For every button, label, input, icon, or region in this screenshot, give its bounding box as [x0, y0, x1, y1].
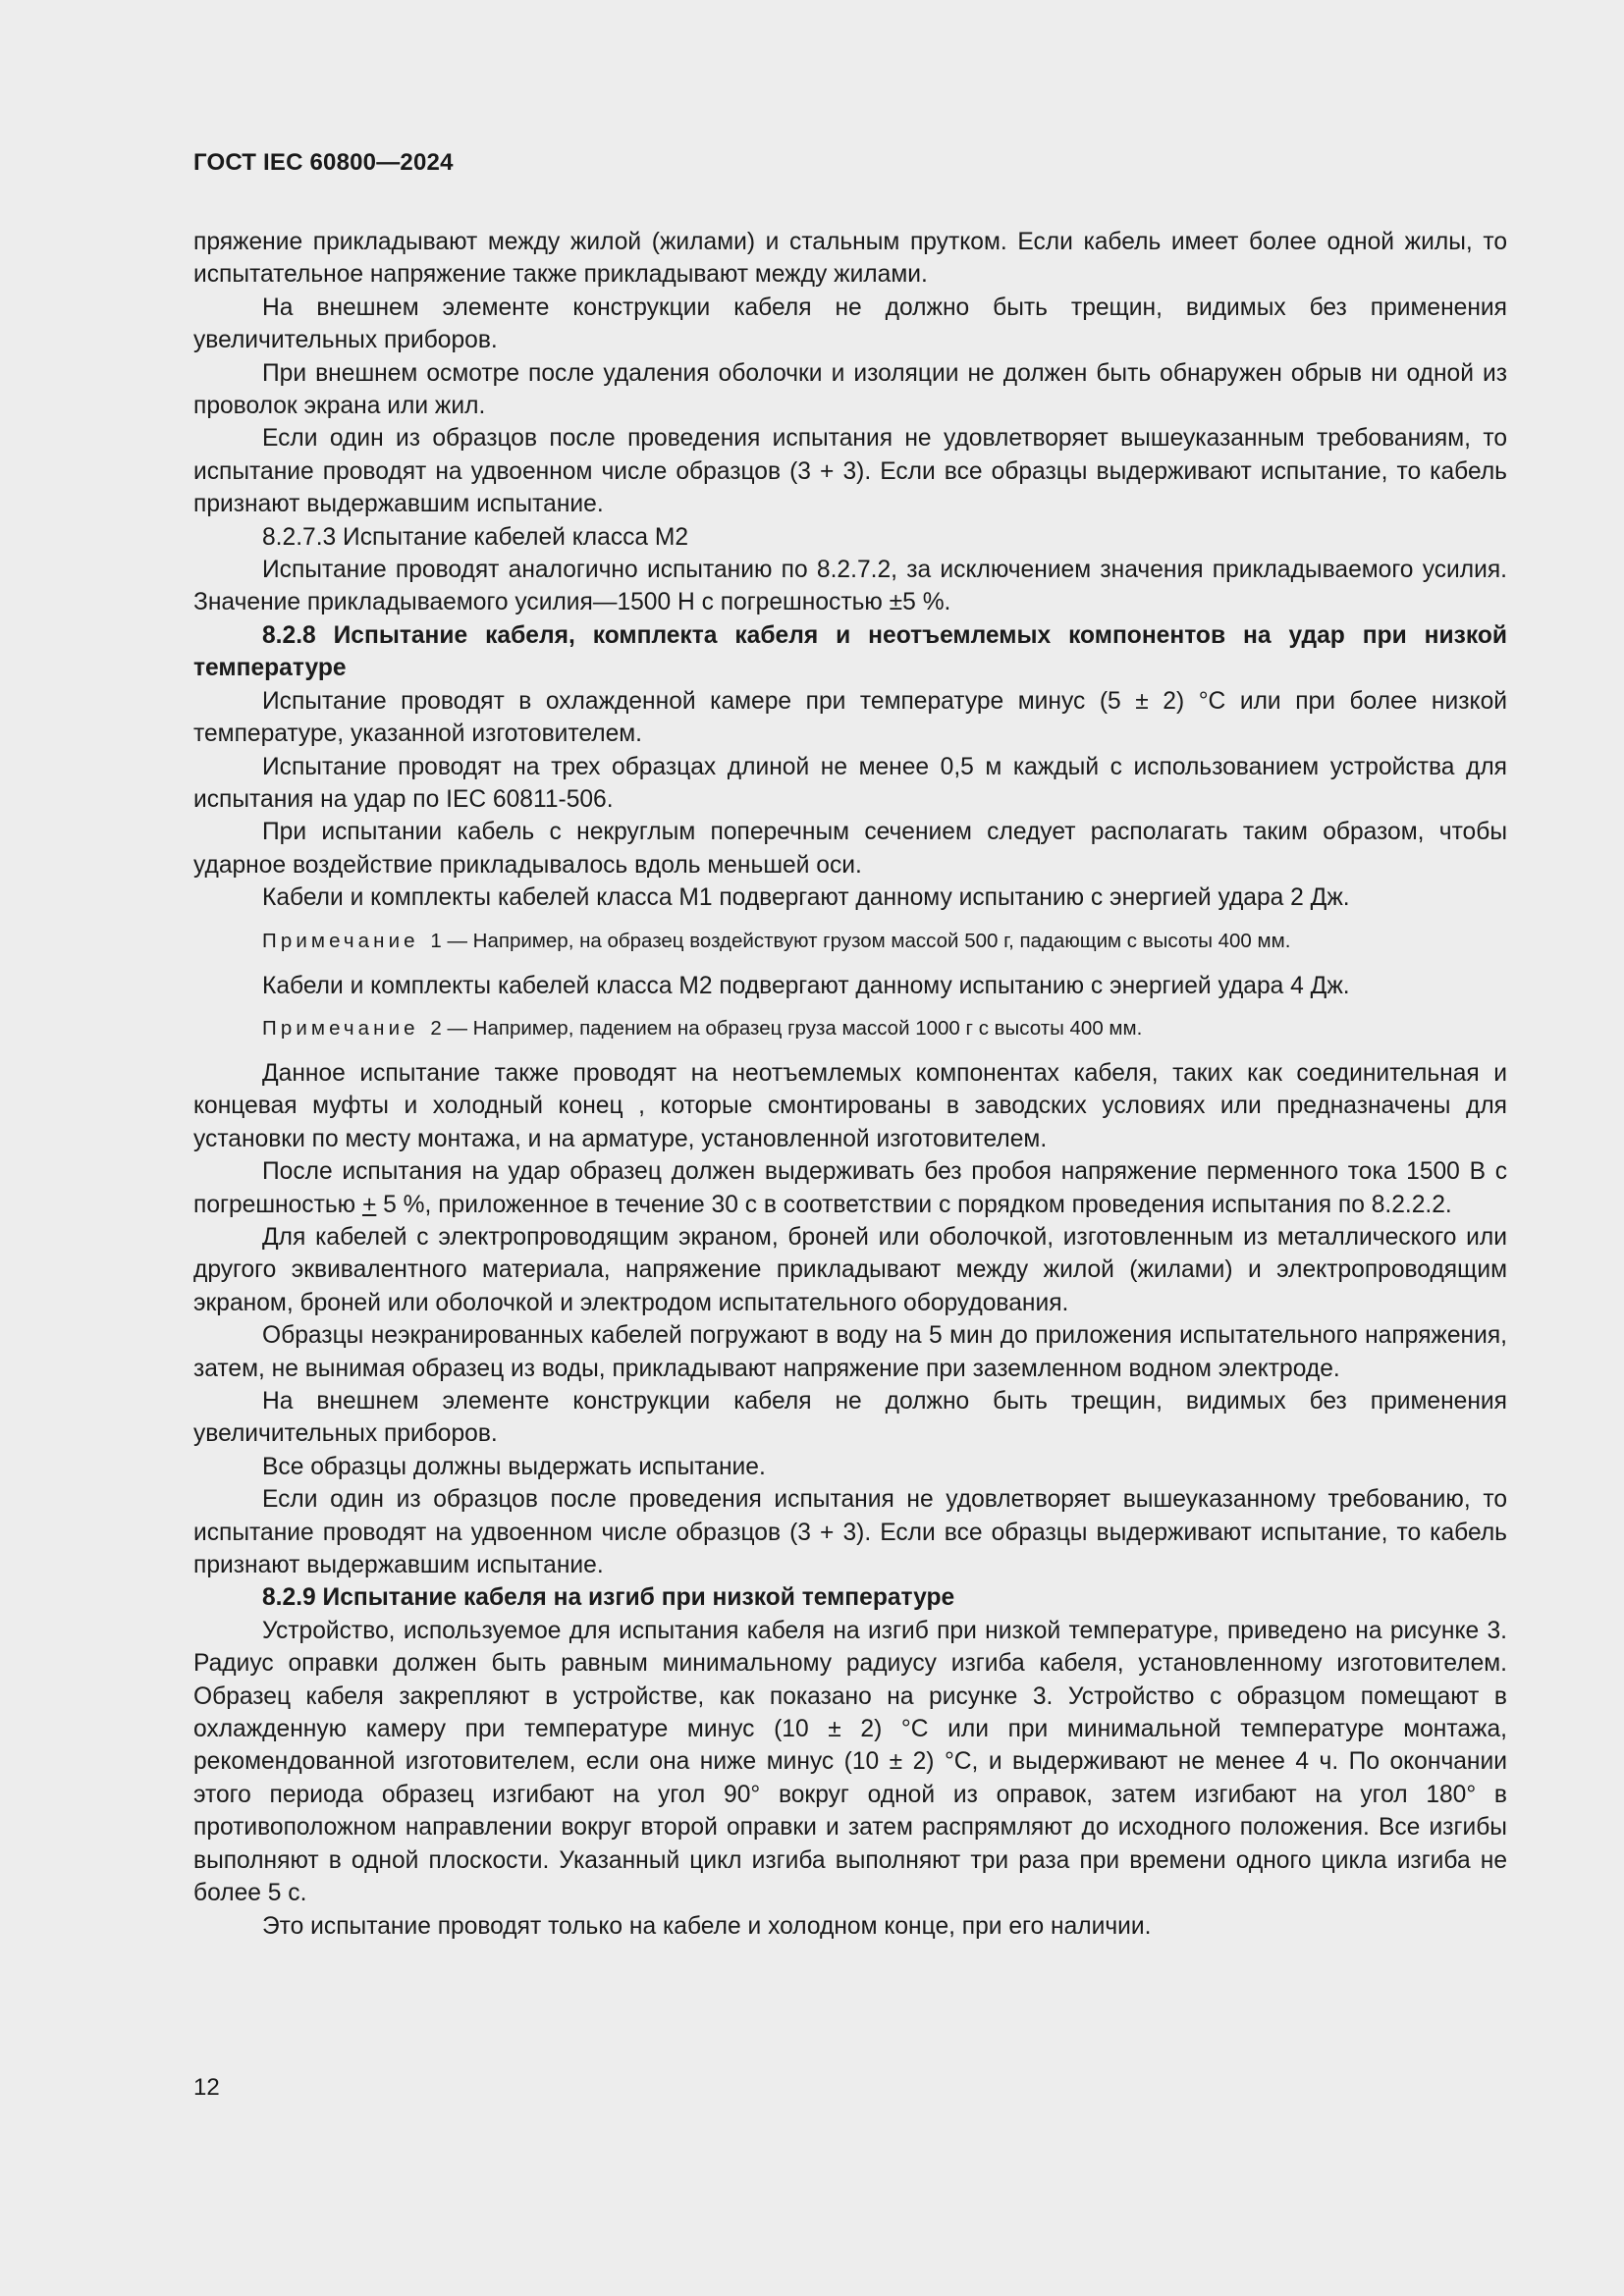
paragraph — [193, 1155, 1507, 1221]
paragraph: Испытание проводят на трех образцах длиной не менее 0,5 м каждый с использованием устройства для испытания на удар по IEC 60811-506. — [193, 753, 1507, 813]
paragraph: На внешнем элементе конструкции кабеля не должно быть трещин, видимых без применения увеличительных приборов. — [193, 294, 1507, 354]
paragraph: Это испытание проводят только на кабеле и холодном конце, при его наличии. — [262, 1912, 1152, 1940]
paragraph: Все образцы должны выдержать испытание. — [262, 1453, 766, 1480]
section-heading: 8.2.8 Испытание кабеля, комплекта кабеля и неотъемлемых компонентов на удар при низкой температуре — [193, 621, 1507, 682]
section-heading: 8.2.9 Испытание кабеля на изгиб при низкой температуре — [262, 1584, 955, 1612]
note — [193, 1014, 1507, 1043]
note — [193, 927, 1507, 956]
note-label: Примечание — [262, 1016, 419, 1040]
paragraph: Испытание проводят в охлажденной камере при температуре минус (5 ± 2) °С или при более низкой температуре, указанной изготовителем. — [193, 687, 1507, 748]
paragraph: Для кабелей с электропроводящим экраном, броней или оболочкой, изготовленным из металлического или другого эквивалентного материала, напряжение прикладывают между жилой (жилами) и электропроводящим экраном, броней или оболочкой и электродом испытательного оборудования. — [193, 1223, 1507, 1316]
note-text: 1 — Например, на образец воздействуют грузом массой 500 г, падающим с высоты 400 мм. — [430, 929, 1291, 952]
paragraph: При испытании кабель с некруглым поперечным сечением следует располагать таким образом, чтобы ударное воздействие прикладывалось вдоль меньшей оси. — [193, 819, 1507, 879]
paragraph: Образцы неэкранированных кабелей погружают в воду на 5 мин до приложения испытательного напряжения, затем, не вынимая образец из воды, прикладывают напряжение при заземленном водном электроде. — [193, 1322, 1507, 1382]
document-header: ГОСТ IEC 60800—2024 — [193, 149, 454, 176]
paragraph-text: 5 %, приложенное в течение 30 с в соответствии с порядком проведения испытания по 8.2.2.2. — [376, 1191, 1452, 1218]
paragraph: Испытание проводят аналогично испытанию по 8.2.7.2, за исключением значения прикладываемого усилия. Значение прикладываемого усилия—1500 Н с погрешностью ±5 %. — [193, 557, 1507, 616]
note-text: 2 — Например, падением на образец груза массой 1000 г с высоты 400 мм. — [430, 1016, 1143, 1040]
subsection-heading: 8.2.7.3 Испытание кабелей класса М2 — [262, 523, 689, 551]
paragraph: пряжение прикладывают между жилой (жилами) и стальным прутком. Если кабель имеет более одной жилы, то испытательное напряжение также прикладывают между жилами. — [193, 229, 1507, 289]
paragraph: Кабели и комплекты кабелей класса М2 подвергают данному испытанию с энергией удара 4 Дж. — [262, 972, 1350, 999]
page-number: 12 — [193, 2074, 220, 2101]
plus-minus-symbol: + — [361, 1191, 377, 1218]
note-label: Примечание — [262, 929, 419, 952]
paragraph: Если один из образцов после проведения испытания не удовлетворяет вышеуказанным требованиям, то испытание проводят на удвоенном числе образцов (3 + 3). Если все образцы выдерживают испытание, то кабель признают выдержавшим испытание. — [193, 425, 1507, 518]
paragraph: При внешнем осмотре после удаления оболочки и изоляции не должен быть обнаружен обрыв ни одной из проволок экрана или жил. — [193, 359, 1507, 420]
document-body — [193, 226, 1507, 1943]
paragraph: Если один из образцов после проведения испытания не удовлетворяет вышеуказанному требованию, то испытание проводят на удвоенном числе образцов (3 + 3). Если все образцы выдерживают испытание, то кабель признают выдержавшим испытание. — [193, 1486, 1507, 1579]
paragraph: Данное испытание также проводят на неотъемлемых компонентах кабеля, таких как соединительная и концевая муфты и холодный конец , которые смонтированы в заводских условиях или предназначены для установки по месту монтажа, и на арматуре, установленной изготовителем. — [193, 1059, 1507, 1152]
paragraph: На внешнем элементе конструкции кабеля не должно быть трещин, видимых без применения увеличительных приборов. — [193, 1388, 1507, 1448]
paragraph: Кабели и комплекты кабелей класса М1 подвергают данному испытанию с энергией удара 2 Дж. — [262, 884, 1350, 912]
paragraph-text: После испытания на удар образец должен выдерживать без пробоя напряжение перменного тока 1500 В с погрешностью — [193, 1158, 1507, 1218]
paragraph: Устройство, используемое для испытания кабеля на изгиб при низкой температуре, приведено на рисунке 3. Радиус оправки должен быть равным минимальному радиусу изгиба кабеля, установленному изготовителем. Образец кабеля закрепляют в устройстве, как показано на рисунке 3. Устройство с образцом помещают в охлажденную камеру при температуре минус (10 ± 2) °С или при минимальной температуре монтажа, рекомендованной изготовителем, если она ниже минус (10 ± 2) °С, и выдерживают не менее 4 ч. По окончании этого периода образец изгибают на угол 90° вокруг одной из оправок, затем изгибают на угол 180° в противоположном направлении вокруг второй оправки и затем распрямляют до исходного положения. Все изгибы выполняют в одной плоскости. Указанный цикл изгиба выполняют три раза при времени одного цикла изгиба не более 5 с. — [193, 1617, 1507, 1907]
